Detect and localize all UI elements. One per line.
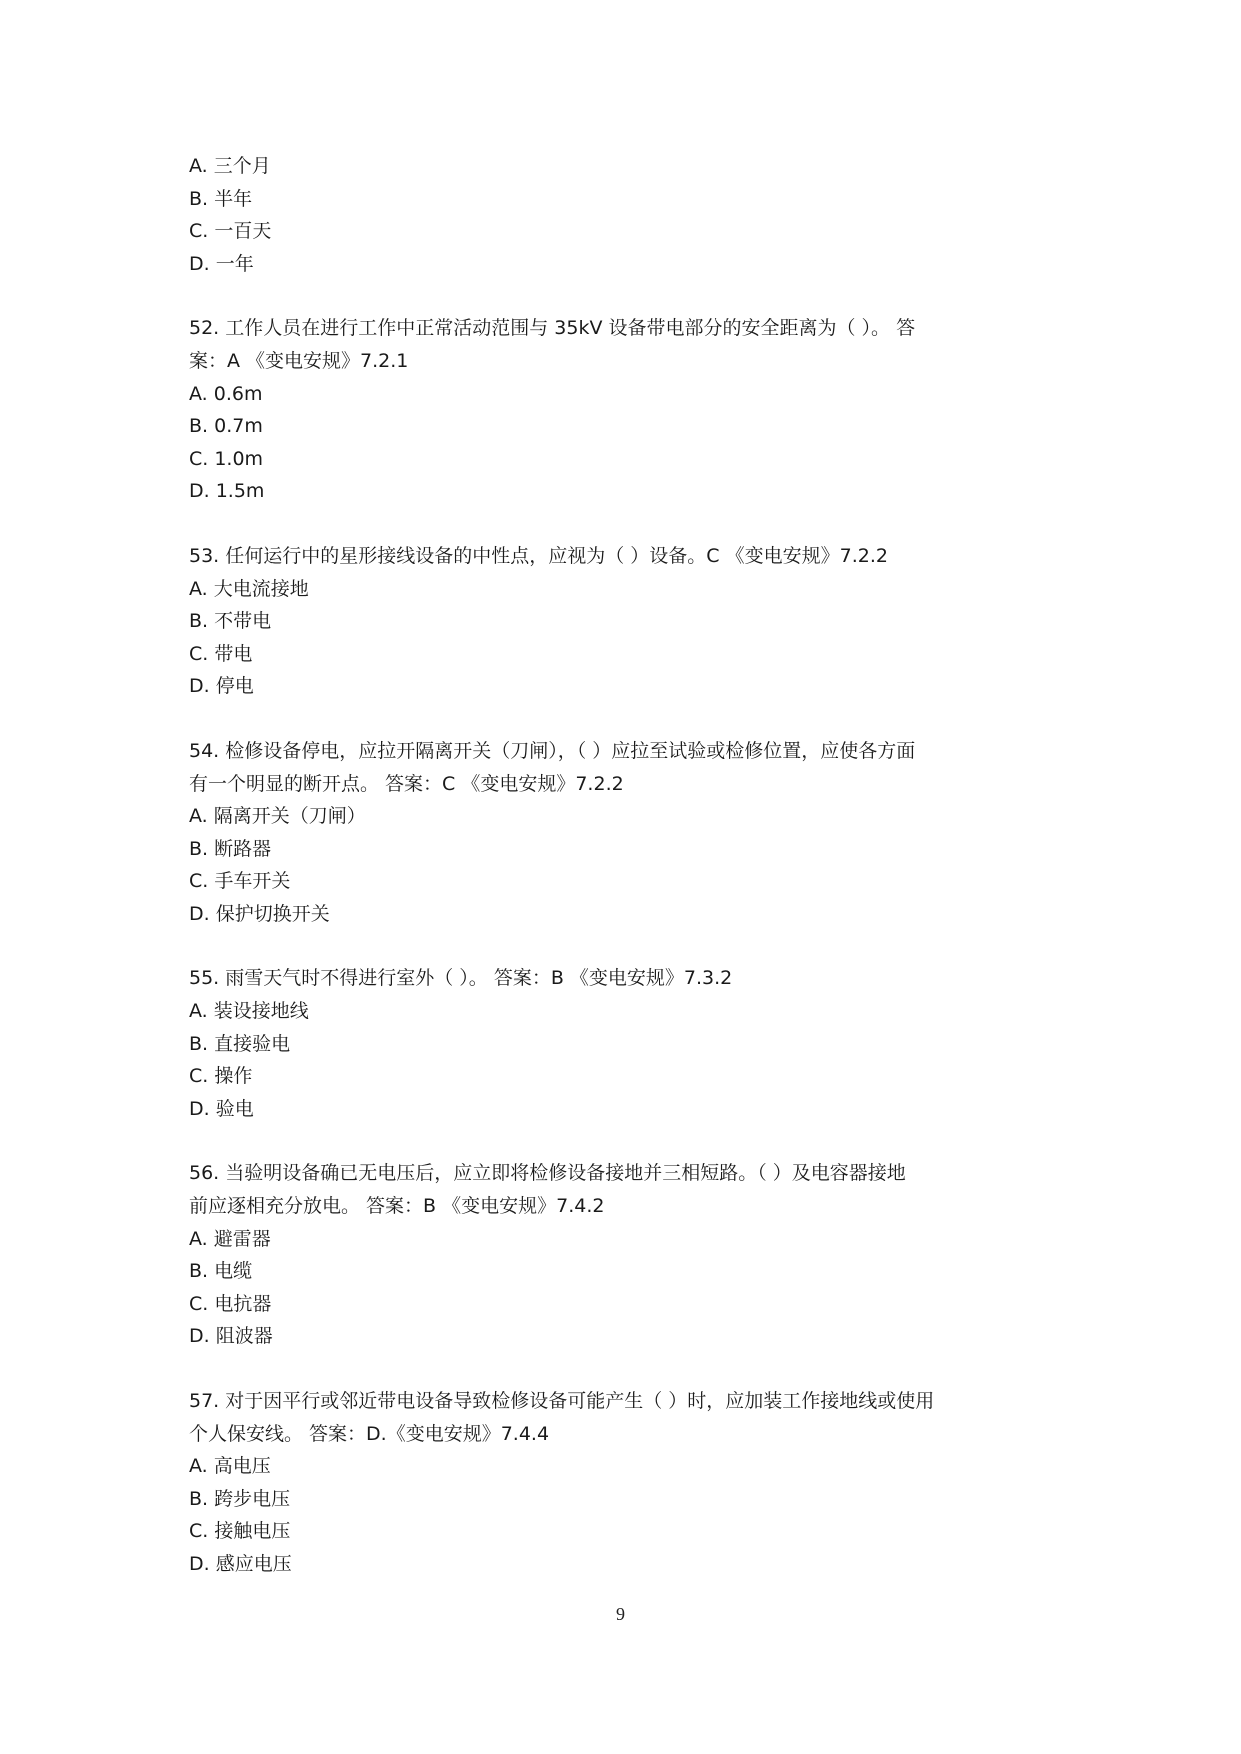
option: A. 0.6m [189,382,263,405]
option: B. 不带电 [189,610,272,633]
question-stem: 个人保安线。 答案：D.《变电安规》7.4.4 [189,1422,550,1445]
option: D. 验电 [189,1097,254,1120]
option: D. 感应电压 [189,1552,292,1575]
option: D. 1.5m [189,480,265,503]
option: C. 操作 [189,1065,253,1088]
option: C. 带电 [189,642,253,665]
option: A. 大电流接地 [189,577,309,600]
question-stem: 54. 检修设备停电，应拉开隔离开关（刀闸），（ ）应拉至试验或检修位置，应使各方面 [189,739,916,762]
question-55 [189,962,1065,1125]
previous-question-options [189,150,1065,280]
question-stem: 53. 任何运行中的星形接线设备的中性点，应视为（ ）设备。C 《变电安规》7.2.2 [189,544,888,567]
option: B. 直接验电 [189,1032,291,1055]
option: B. 半年 [189,187,253,210]
option: C. 1.0m [189,447,264,470]
option: C. 手车开关 [189,870,291,893]
option: B. 电缆 [189,1260,253,1283]
option: A. 隔离开关（刀闸） [189,805,366,828]
option: C. 电抗器 [189,1292,272,1315]
question-stem: 55. 雨雪天气时不得进行室外（ ）。 答案：B 《变电安规》7.3.2 [189,967,733,990]
question-52 [189,312,1065,508]
option: B. 0.7m [189,415,263,438]
question-54 [189,735,1065,931]
option: A. 避雷器 [189,1227,271,1250]
option: A. 高电压 [189,1455,271,1478]
option: D. 一年 [189,252,254,275]
page-number: 9 [616,1604,625,1624]
option: C. 接触电压 [189,1520,291,1543]
question-53 [189,540,1065,703]
option: D. 保护切换开关 [189,902,330,925]
option: B. 断路器 [189,837,272,860]
option: A. 装设接地线 [189,1000,309,1023]
question-57 [189,1385,1065,1581]
question-stem: 有一个明显的断开点。 答案：C 《变电安规》7.2.2 [189,772,624,795]
option: A. 三个月 [189,155,271,177]
question-stem: 56. 当验明设备确已无电压后，应立即将检修设备接地并三相短路。（ ）及电容器接地 [189,1162,906,1185]
document-body [189,150,1065,1613]
option: D. 停电 [189,675,254,698]
question-stem: 前应逐相充分放电。 答案：B 《变电安规》7.4.2 [189,1195,605,1218]
option: D. 阻波器 [189,1325,273,1348]
question-stem: 案：A 《变电安规》7.2.1 [189,349,409,372]
question-stem: 52. 工作人员在进行工作中正常活动范围与 35kV 设备带电部分的安全距离为（ ）。 答 [189,317,916,340]
option: C. 一百天 [189,220,272,243]
question-stem: 57. 对于因平行或邻近带电设备导致检修设备可能产生（ ）时，应加装工作接地线或使用 [189,1390,935,1412]
option: B. 跨步电压 [189,1487,291,1510]
question-56 [189,1157,1065,1353]
